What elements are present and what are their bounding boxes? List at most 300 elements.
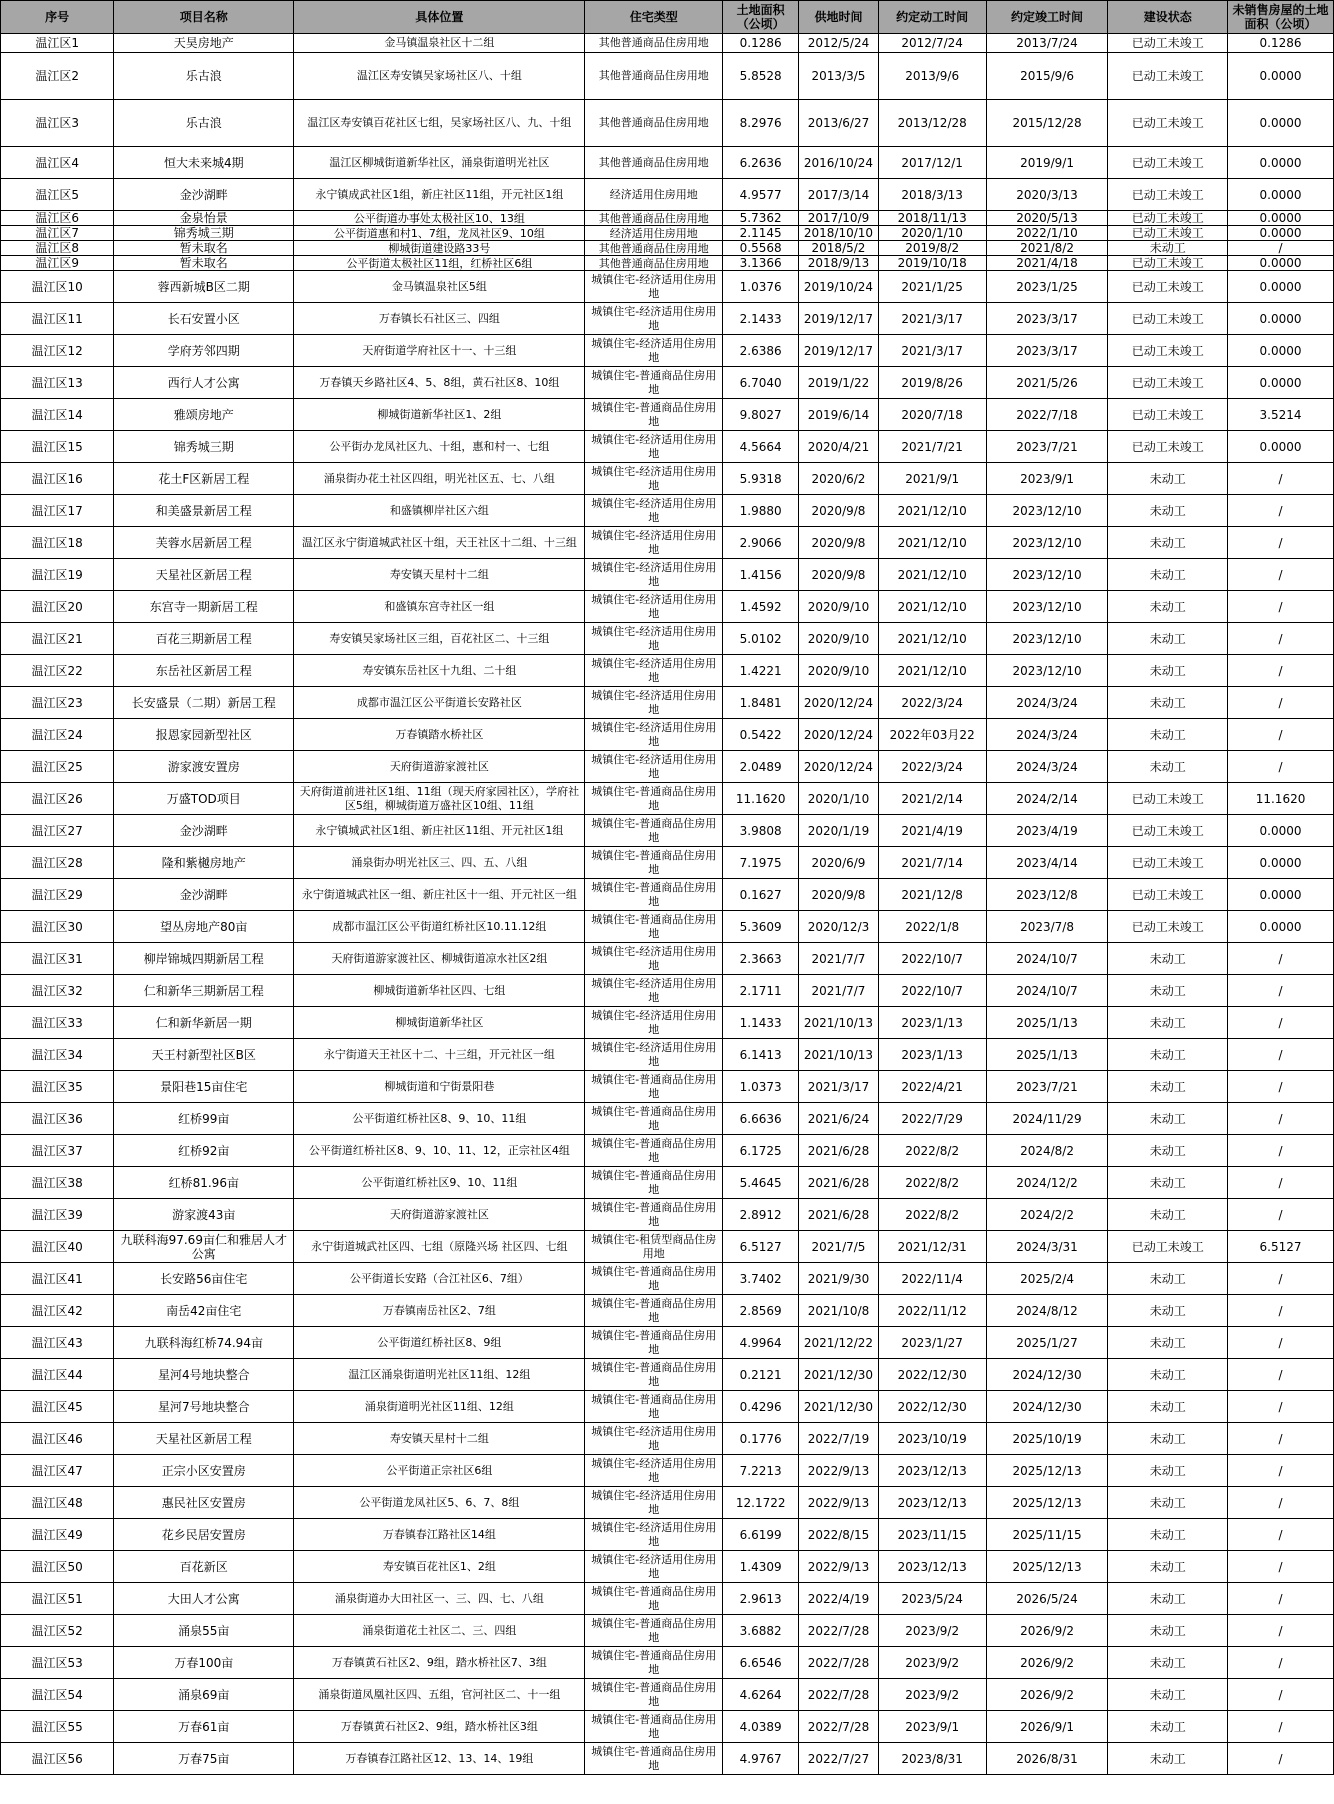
cell-land-area: 4.0389 (723, 1711, 799, 1743)
cell-supply-date: 2012/5/24 (799, 34, 878, 53)
cell-supply-date: 2020/1/19 (799, 815, 878, 847)
cell-start-date: 2021/12/8 (878, 879, 986, 911)
cell-completion-date: 2020/5/13 (986, 211, 1108, 226)
cell-unsold-area: 0.0000 (1228, 147, 1334, 179)
table-row (1, 1583, 1334, 1615)
cell-location: 寿安镇天星村十二组 (294, 1423, 585, 1455)
cell-start-date: 2021/2/14 (878, 783, 986, 815)
cell-start-date: 2023/9/2 (878, 1679, 986, 1711)
cell-housing-type: 城镇住宅-普通商品住房用地 (585, 1679, 723, 1711)
cell-housing-type: 城镇住宅-经济适用住房用地 (585, 1007, 723, 1039)
cell-supply-date: 2022/9/13 (799, 1487, 878, 1519)
cell-land-area: 2.6386 (723, 335, 799, 367)
cell-supply-date: 2018/10/10 (799, 226, 878, 241)
cell-project-name: 和美盛景新居工程 (114, 495, 294, 527)
cell-supply-date: 2013/6/27 (799, 100, 878, 147)
table-row (1, 495, 1334, 527)
cell-index: 温江区30 (1, 911, 114, 943)
cell-start-date: 2022/12/30 (878, 1359, 986, 1391)
cell-status: 未动工 (1108, 1135, 1228, 1167)
cell-start-date: 2019/10/18 (878, 256, 986, 271)
cell-location: 万春镇踏水桥社区 (294, 719, 585, 751)
cell-index: 温江区11 (1, 303, 114, 335)
cell-location: 万春镇南岳社区2、7组 (294, 1295, 585, 1327)
cell-housing-type: 城镇住宅-普通商品住房用地 (585, 1327, 723, 1359)
cell-index: 温江区19 (1, 559, 114, 591)
cell-housing-type: 城镇住宅-普通商品住房用地 (585, 1615, 723, 1647)
cell-start-date: 2021/12/10 (878, 655, 986, 687)
cell-land-area: 7.1975 (723, 847, 799, 879)
cell-supply-date: 2021/7/7 (799, 975, 878, 1007)
cell-project-name: 雅颂房地产 (114, 399, 294, 431)
table-row (1, 1199, 1334, 1231)
cell-start-date: 2012/7/24 (878, 34, 986, 53)
cell-unsold-area: / (1228, 1071, 1334, 1103)
cell-supply-date: 2022/4/19 (799, 1583, 878, 1615)
table-row (1, 1007, 1334, 1039)
cell-index: 温江区37 (1, 1135, 114, 1167)
cell-housing-type: 其他普通商品住房用地 (585, 147, 723, 179)
cell-start-date: 2022/10/7 (878, 975, 986, 1007)
cell-start-date: 2020/7/18 (878, 399, 986, 431)
cell-unsold-area: / (1228, 1647, 1334, 1679)
cell-land-area: 1.0376 (723, 271, 799, 303)
cell-index: 温江区43 (1, 1327, 114, 1359)
cell-status: 未动工 (1108, 1679, 1228, 1711)
cell-project-name: 望丛房地产80亩 (114, 911, 294, 943)
cell-housing-type: 城镇住宅-普通商品住房用地 (585, 1711, 723, 1743)
cell-housing-type: 经济适用住房用地 (585, 226, 723, 241)
cell-project-name: 万盛TOD项目 (114, 783, 294, 815)
cell-supply-date: 2021/9/30 (799, 1263, 878, 1295)
cell-start-date: 2023/8/31 (878, 1743, 986, 1775)
cell-index: 温江区24 (1, 719, 114, 751)
cell-housing-type: 城镇住宅-经济适用住房用地 (585, 1487, 723, 1519)
cell-housing-type: 城镇住宅-普通商品住房用地 (585, 911, 723, 943)
cell-supply-date: 2017/10/9 (799, 211, 878, 226)
cell-land-area: 1.0373 (723, 1071, 799, 1103)
table-row (1, 1711, 1334, 1743)
cell-location: 永宁镇城武社区1组、新庄社区11组、开元社区1组 (294, 815, 585, 847)
cell-completion-date: 2025/12/13 (986, 1551, 1108, 1583)
cell-index: 温江区17 (1, 495, 114, 527)
cell-project-name: 正宗小区安置房 (114, 1455, 294, 1487)
cell-land-area: 4.9577 (723, 179, 799, 211)
cell-project-name: 南岳42亩住宅 (114, 1295, 294, 1327)
cell-location: 温江区寿安镇吴家场社区八、十组 (294, 53, 585, 100)
cell-housing-type: 城镇住宅-普通商品住房用地 (585, 847, 723, 879)
cell-location: 公平街道正宗社区6组 (294, 1455, 585, 1487)
cell-start-date: 2022/12/30 (878, 1391, 986, 1423)
cell-index: 温江区22 (1, 655, 114, 687)
table-row (1, 241, 1334, 256)
table-row (1, 847, 1334, 879)
cell-housing-type: 其他普通商品住房用地 (585, 34, 723, 53)
cell-index: 温江区15 (1, 431, 114, 463)
cell-status: 未动工 (1108, 1583, 1228, 1615)
cell-location: 寿安镇百花社区1、2组 (294, 1551, 585, 1583)
cell-project-name: 天星社区新居工程 (114, 559, 294, 591)
table-row (1, 367, 1334, 399)
cell-completion-date: 2024/3/31 (986, 1231, 1108, 1263)
table-row (1, 1423, 1334, 1455)
cell-housing-type: 城镇住宅-经济适用住房用地 (585, 687, 723, 719)
cell-supply-date: 2020/9/10 (799, 623, 878, 655)
cell-land-area: 6.1725 (723, 1135, 799, 1167)
cell-unsold-area: / (1228, 1135, 1334, 1167)
cell-land-area: 1.4592 (723, 591, 799, 623)
cell-start-date: 2023/10/19 (878, 1423, 986, 1455)
cell-housing-type: 城镇住宅-普通商品住房用地 (585, 399, 723, 431)
cell-status: 未动工 (1108, 1615, 1228, 1647)
cell-housing-type: 城镇住宅-普通商品住房用地 (585, 1743, 723, 1775)
cell-location: 和盛镇柳岸社区六组 (294, 495, 585, 527)
cell-index: 温江区33 (1, 1007, 114, 1039)
cell-completion-date: 2023/3/17 (986, 335, 1108, 367)
cell-index: 温江区48 (1, 1487, 114, 1519)
table-row (1, 463, 1334, 495)
cell-index: 温江区1 (1, 34, 114, 53)
cell-land-area: 1.4156 (723, 559, 799, 591)
cell-unsold-area: 0.0000 (1228, 303, 1334, 335)
cell-land-area: 2.1711 (723, 975, 799, 1007)
header-index: 序号 (1, 1, 114, 34)
cell-housing-type: 城镇住宅-普通商品住房用地 (585, 783, 723, 815)
cell-completion-date: 2026/9/2 (986, 1647, 1108, 1679)
cell-index: 温江区42 (1, 1295, 114, 1327)
cell-location: 永宁街道城武社区四、七组（原隆兴场 社区四、七组 (294, 1231, 585, 1263)
cell-status: 未动工 (1108, 1263, 1228, 1295)
table-row (1, 879, 1334, 911)
cell-start-date: 2021/3/17 (878, 335, 986, 367)
table-row (1, 687, 1334, 719)
cell-project-name: 学府芳邻四期 (114, 335, 294, 367)
cell-location: 万春镇黄石社区2、9组，踏水桥社区3组 (294, 1711, 585, 1743)
cell-land-area: 2.1145 (723, 226, 799, 241)
table-row (1, 179, 1334, 211)
cell-housing-type: 城镇住宅-普通商品住房用地 (585, 1583, 723, 1615)
cell-land-area: 3.1366 (723, 256, 799, 271)
cell-supply-date: 2020/9/8 (799, 527, 878, 559)
cell-housing-type: 城镇住宅-普通商品住房用地 (585, 1263, 723, 1295)
cell-start-date: 2013/12/28 (878, 100, 986, 147)
cell-unsold-area: / (1228, 751, 1334, 783)
cell-status: 未动工 (1108, 463, 1228, 495)
cell-index: 温江区34 (1, 1039, 114, 1071)
cell-completion-date: 2024/10/7 (986, 975, 1108, 1007)
cell-index: 温江区21 (1, 623, 114, 655)
cell-land-area: 6.5127 (723, 1231, 799, 1263)
cell-project-name: 东宫寺一期新居工程 (114, 591, 294, 623)
header-supply-date: 供地时间 (799, 1, 878, 34)
cell-unsold-area: / (1228, 495, 1334, 527)
cell-location: 寿安镇东岳社区十九组、二十组 (294, 655, 585, 687)
cell-location: 寿安镇天星村十二组 (294, 559, 585, 591)
cell-project-name: 九联科海97.69亩仁和雅居人才公寓 (114, 1231, 294, 1263)
cell-status: 已动工未竣工 (1108, 211, 1228, 226)
cell-unsold-area: / (1228, 1583, 1334, 1615)
cell-supply-date: 2021/12/30 (799, 1391, 878, 1423)
cell-project-name: 天王村新型社区B区 (114, 1039, 294, 1071)
cell-project-name: 红桥92亩 (114, 1135, 294, 1167)
cell-index: 温江区53 (1, 1647, 114, 1679)
cell-index: 温江区7 (1, 226, 114, 241)
cell-location: 永宁街道天王社区十二、十三组，开元社区一组 (294, 1039, 585, 1071)
cell-start-date: 2022/8/2 (878, 1167, 986, 1199)
cell-completion-date: 2023/12/10 (986, 655, 1108, 687)
cell-index: 温江区35 (1, 1071, 114, 1103)
cell-status: 未动工 (1108, 975, 1228, 1007)
cell-location: 天府街道游家渡社区、柳城街道凉水社区2组 (294, 943, 585, 975)
table-body (1, 34, 1334, 1775)
table-row (1, 399, 1334, 431)
cell-start-date: 2013/9/6 (878, 53, 986, 100)
cell-housing-type: 城镇住宅-经济适用住房用地 (585, 335, 723, 367)
cell-status: 已动工未竣工 (1108, 335, 1228, 367)
cell-housing-type: 城镇住宅-普通商品住房用地 (585, 1391, 723, 1423)
cell-start-date: 2023/1/13 (878, 1039, 986, 1071)
cell-status: 已动工未竣工 (1108, 815, 1228, 847)
cell-location: 涌泉街办明光社区三、四、五、八组 (294, 847, 585, 879)
cell-location: 温江区涌泉街道明光社区11组、12组 (294, 1359, 585, 1391)
cell-housing-type: 城镇住宅-经济适用住房用地 (585, 1423, 723, 1455)
cell-project-name: 红桥99亩 (114, 1103, 294, 1135)
cell-status: 已动工未竣工 (1108, 911, 1228, 943)
table-row (1, 1167, 1334, 1199)
table-row (1, 975, 1334, 1007)
cell-status: 未动工 (1108, 1423, 1228, 1455)
cell-housing-type: 城镇住宅-经济适用住房用地 (585, 751, 723, 783)
cell-supply-date: 2020/12/24 (799, 687, 878, 719)
cell-location: 柳城街道新华社区四、七组 (294, 975, 585, 1007)
table-row (1, 147, 1334, 179)
table-row (1, 1327, 1334, 1359)
cell-land-area: 5.9318 (723, 463, 799, 495)
cell-location: 涌泉街道办大田社区一、三、四、七、八组 (294, 1583, 585, 1615)
cell-index: 温江区38 (1, 1167, 114, 1199)
cell-status: 已动工未竣工 (1108, 226, 1228, 241)
cell-land-area: 5.3609 (723, 911, 799, 943)
cell-project-name: 万春100亩 (114, 1647, 294, 1679)
cell-start-date: 2023/5/24 (878, 1583, 986, 1615)
cell-completion-date: 2023/3/17 (986, 303, 1108, 335)
cell-land-area: 2.8912 (723, 1199, 799, 1231)
cell-project-name: 大田人才公寓 (114, 1583, 294, 1615)
cell-unsold-area: 0.0000 (1228, 226, 1334, 241)
cell-land-area: 6.2636 (723, 147, 799, 179)
cell-land-area: 9.8027 (723, 399, 799, 431)
cell-land-area: 2.3663 (723, 943, 799, 975)
cell-project-name: 柳岸锦城四期新居工程 (114, 943, 294, 975)
cell-location: 涌泉街道凤凰社区四、五组，官河社区二、十一组 (294, 1679, 585, 1711)
cell-index: 温江区13 (1, 367, 114, 399)
cell-land-area: 5.8528 (723, 53, 799, 100)
cell-location: 涌泉街道明光社区11组、12组 (294, 1391, 585, 1423)
cell-land-area: 4.5664 (723, 431, 799, 463)
table-row (1, 1743, 1334, 1775)
table-row (1, 1071, 1334, 1103)
cell-unsold-area: / (1228, 1391, 1334, 1423)
cell-index: 温江区27 (1, 815, 114, 847)
cell-supply-date: 2022/7/28 (799, 1647, 878, 1679)
table-row (1, 1039, 1334, 1071)
cell-status: 已动工未竣工 (1108, 879, 1228, 911)
cell-unsold-area: 0.0000 (1228, 335, 1334, 367)
cell-housing-type: 城镇住宅-普通商品住房用地 (585, 367, 723, 399)
cell-location: 公平街道长安路（合江社区6、7组） (294, 1263, 585, 1295)
cell-completion-date: 2022/7/18 (986, 399, 1108, 431)
cell-status: 未动工 (1108, 559, 1228, 591)
cell-completion-date: 2024/8/12 (986, 1295, 1108, 1327)
cell-status: 已动工未竣工 (1108, 147, 1228, 179)
cell-start-date: 2022年03月22 (878, 719, 986, 751)
cell-unsold-area: / (1228, 687, 1334, 719)
cell-project-name: 百花三期新居工程 (114, 623, 294, 655)
cell-unsold-area: / (1228, 1487, 1334, 1519)
cell-completion-date: 2026/8/31 (986, 1743, 1108, 1775)
cell-unsold-area: / (1228, 943, 1334, 975)
cell-location: 柳城街道和宁街景阳巷 (294, 1071, 585, 1103)
cell-location: 公平街道红桥社区8、9、10、11组 (294, 1103, 585, 1135)
cell-land-area: 5.4645 (723, 1167, 799, 1199)
cell-supply-date: 2020/6/9 (799, 847, 878, 879)
cell-land-area: 0.1286 (723, 34, 799, 53)
cell-start-date: 2023/1/27 (878, 1327, 986, 1359)
table-row (1, 1519, 1334, 1551)
cell-unsold-area: 0.0000 (1228, 211, 1334, 226)
cell-index: 温江区16 (1, 463, 114, 495)
cell-supply-date: 2019/12/17 (799, 335, 878, 367)
cell-status: 未动工 (1108, 1487, 1228, 1519)
cell-status: 未动工 (1108, 687, 1228, 719)
cell-status: 已动工未竣工 (1108, 783, 1228, 815)
cell-unsold-area: / (1228, 591, 1334, 623)
cell-unsold-area: / (1228, 975, 1334, 1007)
cell-unsold-area: 0.0000 (1228, 256, 1334, 271)
cell-status: 未动工 (1108, 527, 1228, 559)
cell-supply-date: 2019/10/24 (799, 271, 878, 303)
cell-start-date: 2022/1/8 (878, 911, 986, 943)
cell-land-area: 6.6546 (723, 1647, 799, 1679)
cell-unsold-area: / (1228, 527, 1334, 559)
cell-index: 温江区25 (1, 751, 114, 783)
table-row (1, 1295, 1334, 1327)
cell-unsold-area: / (1228, 241, 1334, 256)
cell-project-name: 蓉西新城B区二期 (114, 271, 294, 303)
cell-start-date: 2023/1/13 (878, 1007, 986, 1039)
cell-supply-date: 2021/10/8 (799, 1295, 878, 1327)
cell-supply-date: 2019/12/17 (799, 303, 878, 335)
cell-status: 未动工 (1108, 1711, 1228, 1743)
cell-index: 温江区28 (1, 847, 114, 879)
cell-completion-date: 2021/4/18 (986, 256, 1108, 271)
cell-status: 已动工未竣工 (1108, 399, 1228, 431)
cell-project-name: 星河7号地块整合 (114, 1391, 294, 1423)
cell-project-name: 百花新区 (114, 1551, 294, 1583)
cell-housing-type: 城镇住宅-经济适用住房用地 (585, 1039, 723, 1071)
cell-housing-type: 城镇住宅-普通商品住房用地 (585, 1647, 723, 1679)
header-status: 建设状态 (1108, 1, 1228, 34)
cell-housing-type: 城镇住宅-经济适用住房用地 (585, 559, 723, 591)
cell-location: 永宁街道城武社区一组、新庄社区十一组、开元社区一组 (294, 879, 585, 911)
cell-status: 未动工 (1108, 591, 1228, 623)
cell-status: 未动工 (1108, 1647, 1228, 1679)
cell-index: 温江区54 (1, 1679, 114, 1711)
cell-index: 温江区49 (1, 1519, 114, 1551)
cell-completion-date: 2026/9/2 (986, 1679, 1108, 1711)
cell-land-area: 5.0102 (723, 623, 799, 655)
cell-housing-type: 城镇住宅-经济适用住房用地 (585, 527, 723, 559)
cell-completion-date: 2024/8/2 (986, 1135, 1108, 1167)
cell-start-date: 2023/11/15 (878, 1519, 986, 1551)
cell-unsold-area: 0.0000 (1228, 100, 1334, 147)
cell-supply-date: 2020/9/8 (799, 495, 878, 527)
cell-start-date: 2022/7/29 (878, 1103, 986, 1135)
table-row (1, 1103, 1334, 1135)
cell-completion-date: 2023/12/10 (986, 591, 1108, 623)
cell-housing-type: 城镇住宅-经济适用住房用地 (585, 431, 723, 463)
cell-unsold-area: / (1228, 1711, 1334, 1743)
cell-start-date: 2017/12/1 (878, 147, 986, 179)
cell-status: 未动工 (1108, 1295, 1228, 1327)
cell-index: 温江区39 (1, 1199, 114, 1231)
cell-unsold-area: 0.1286 (1228, 34, 1334, 53)
cell-supply-date: 2021/3/17 (799, 1071, 878, 1103)
cell-land-area: 6.6199 (723, 1519, 799, 1551)
cell-supply-date: 2020/12/24 (799, 751, 878, 783)
cell-location: 成都市温江区公平街道长安路社区 (294, 687, 585, 719)
cell-project-name: 芙蓉水居新居工程 (114, 527, 294, 559)
table-row (1, 719, 1334, 751)
cell-land-area: 0.1627 (723, 879, 799, 911)
cell-land-area: 0.5568 (723, 241, 799, 256)
cell-supply-date: 2022/8/15 (799, 1519, 878, 1551)
cell-completion-date: 2024/11/29 (986, 1103, 1108, 1135)
table-row (1, 53, 1334, 100)
cell-index: 温江区55 (1, 1711, 114, 1743)
cell-location: 天府街道游家渡社区 (294, 1199, 585, 1231)
table-row (1, 1231, 1334, 1263)
cell-project-name: 花土F区新居工程 (114, 463, 294, 495)
table-row (1, 1679, 1334, 1711)
cell-start-date: 2022/8/2 (878, 1135, 986, 1167)
cell-status: 已动工未竣工 (1108, 100, 1228, 147)
cell-location: 公平街道红桥社区8、9组 (294, 1327, 585, 1359)
cell-unsold-area: 0.0000 (1228, 847, 1334, 879)
cell-land-area: 8.2976 (723, 100, 799, 147)
cell-project-name: 乐古浪 (114, 53, 294, 100)
cell-supply-date: 2020/9/8 (799, 879, 878, 911)
table-row (1, 943, 1334, 975)
table-row (1, 559, 1334, 591)
cell-supply-date: 2022/7/27 (799, 1743, 878, 1775)
cell-start-date: 2022/11/12 (878, 1295, 986, 1327)
cell-start-date: 2019/8/26 (878, 367, 986, 399)
cell-housing-type: 城镇住宅-经济适用住房用地 (585, 975, 723, 1007)
cell-supply-date: 2022/9/13 (799, 1551, 878, 1583)
cell-unsold-area: / (1228, 1263, 1334, 1295)
cell-start-date: 2022/3/24 (878, 687, 986, 719)
cell-supply-date: 2022/7/28 (799, 1679, 878, 1711)
cell-housing-type: 城镇住宅-经济适用住房用地 (585, 719, 723, 751)
cell-project-name: 长安盛景（二期）新居工程 (114, 687, 294, 719)
cell-start-date: 2023/9/2 (878, 1615, 986, 1647)
cell-completion-date: 2024/3/24 (986, 751, 1108, 783)
table-row (1, 211, 1334, 226)
cell-housing-type: 城镇住宅-经济适用住房用地 (585, 1519, 723, 1551)
cell-completion-date: 2015/9/6 (986, 53, 1108, 100)
table-row (1, 1359, 1334, 1391)
